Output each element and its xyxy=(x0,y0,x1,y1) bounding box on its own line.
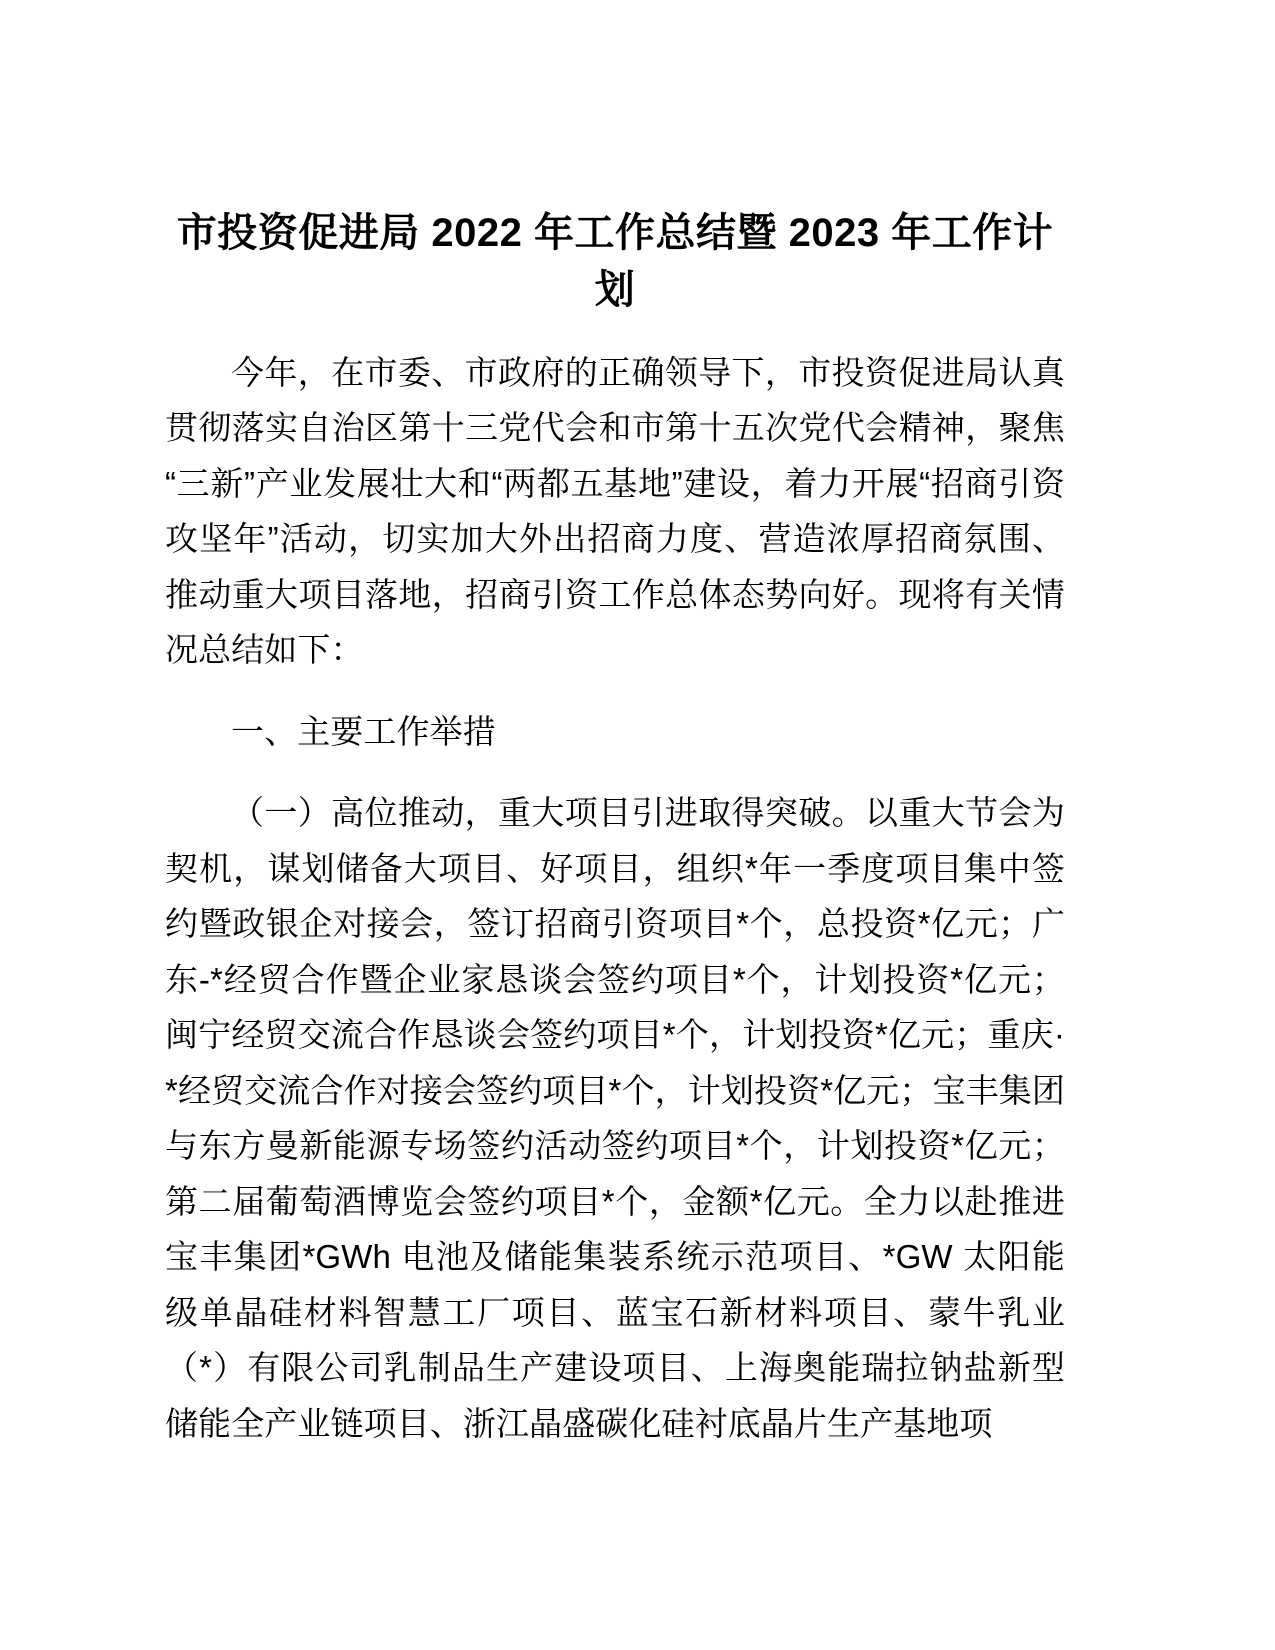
paragraph-intro: 今年，在市委、市政府的正确领导下，市投资促进局认真贯彻落实自治区第十三党代会和市第十五次党代会精神，聚焦“三新”产业发展壮大和“两都五基地”建设，着力开展“招商引资攻坚年”活动，切实加大外出招商力度、营造浓厚招商氛围、推动重大项目落地，招商引资工作总体态势向好。现将有关情况总结如下： xyxy=(165,353,1065,669)
page-content xyxy=(165,0,1065,1451)
page-title: 市投资促进局 2022 年工作总结暨 2023 年工作计划 xyxy=(176,211,1054,312)
section-heading-one: 一、主要工作举措 xyxy=(231,712,496,750)
paragraph-subsection-one: （一）高位推动，重大项目引进取得突破。以重大节会为契机，谋划储备大项目、好项目，组织*年一季度项目集中签约暨政银企对接会，签订招商引资项目*个，总投资*亿元；广东-*经贸合作暨企业家恳谈会签约项目*个，计划投资*亿元；闽宁经贸交流合作恳谈会签约项目*个，计划投资*亿元；重庆·*经贸交流合作对接会签约项目*个，计划投资*亿元；宝丰集团与东方曼新能源专场签约活动签约项目*个，计划投资*亿元；第二届葡萄酒博览会签约项目*个，金额*亿元。全力以赴推进宝丰集团*GWh 电池及储能集装系统示范项目、*GW 太阳能级单晶硅材料智慧工厂项目、蓝宝石新材料项目、蒙牛乳业（*）有限公司乳制品生产建设项目、上海奥能瑞拉钠盐新型储能全产业链项目、浙江晶盛碳化硅衬底晶片生产基地项 xyxy=(165,794,1065,1442)
